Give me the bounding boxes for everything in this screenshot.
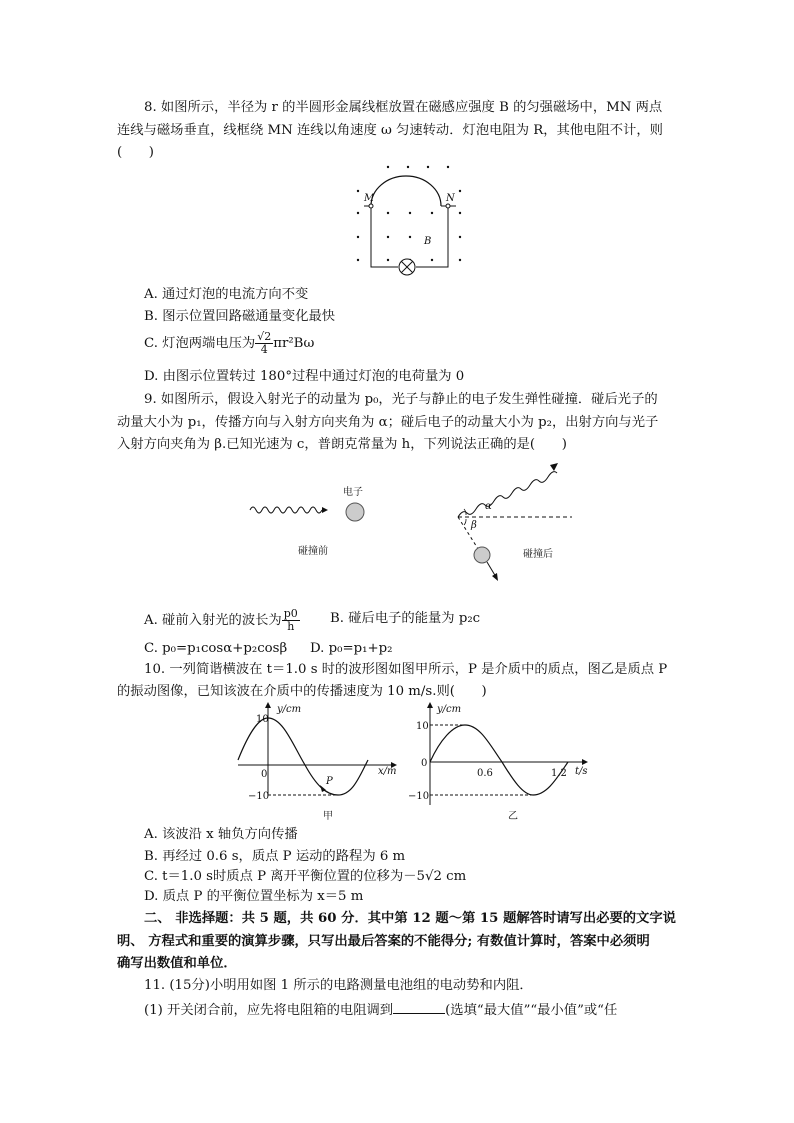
q8-option-d: D. 由图示位置转过 180°过程中通过灯泡的电荷量为 0 bbox=[144, 369, 465, 384]
fig-b-tick-12: 1.2 bbox=[551, 768, 567, 779]
label-alpha: α bbox=[485, 501, 492, 512]
label-beta: β bbox=[471, 520, 477, 531]
q9-option-c: C. p₀=p₁cosα+p₂cosβ bbox=[144, 641, 288, 656]
fig-a-caption: 甲 bbox=[323, 811, 333, 822]
q10-figure-b bbox=[405, 700, 595, 825]
q9-figure bbox=[240, 455, 580, 595]
electron-icon bbox=[346, 503, 364, 521]
q9-line2: 动量大小为 p₁，传播方向与入射方向夹角为 α；碰后电子的动量大小为 p₂，出射方向与光子 bbox=[117, 415, 659, 430]
fig-b-tick-0: 0 bbox=[421, 758, 428, 769]
q9-option-b: B. 碰后电子的能量为 p₂c bbox=[330, 611, 481, 626]
q8-figure bbox=[340, 160, 480, 280]
label-before: 碰撞前 bbox=[298, 546, 328, 557]
q8-line2: 连线与磁场垂直，线框绕 MN 连线以角速度 ω 匀速转动．灯泡电阻为 R，其他电阻不计，则 bbox=[117, 123, 663, 138]
q8-line1: 8. 如图所示，半径为 r 的半圆形金属线框放置在磁感应强度 B 的匀强磁场中，MN 两点 bbox=[144, 100, 663, 115]
section2-line3: 确写出数值和单位． bbox=[117, 956, 237, 971]
q8-option-c: C. 灯泡两端电压为 $\frac{√2}{4}$ πr²Bω bbox=[144, 330, 315, 356]
answer-blank bbox=[393, 1000, 445, 1014]
fig-a-tick-10: 10 bbox=[256, 714, 269, 725]
section2-line2: 明、 方程式和重要的演算步骤，只写出最后答案的不能得分; 有数值计算时，答案中必须明 bbox=[117, 934, 650, 949]
q9-line1: 9. 如图所示，假设入射光子的动量为 p₀，光子与静止的电子发生弹性碰撞．碰后光子的 bbox=[144, 392, 658, 407]
q9-line3: 入射方向夹角为 β.已知光速为 c，普朗克常量为 h，下列说法正确的是( ) bbox=[117, 437, 567, 452]
fig-b-tick-m10: −10 bbox=[408, 791, 430, 802]
q10-option-a: A. 该波沿 x 轴负方向传播 bbox=[144, 827, 298, 842]
q8-line3: ( ) bbox=[117, 145, 154, 160]
fig-a-tick-0: 0 bbox=[261, 769, 268, 780]
q10-option-b: B. 再经过 0.6 s，质点 P 运动的路程为 6 m bbox=[144, 849, 406, 864]
q10-line1: 10. 一列简谐横波在 t＝1.0 s 时的波形图如图甲所示，P 是介质中的质点，图乙是质点 P bbox=[144, 662, 668, 677]
magnetic-field-dots bbox=[357, 166, 461, 261]
label-M: M bbox=[364, 193, 375, 204]
label-after: 碰撞后 bbox=[523, 549, 553, 560]
q10-option-c: C. t＝1.0 s时质点 P 离开平衡位置的位移为－5√2 cm bbox=[144, 869, 467, 884]
fig-a-label-P: P bbox=[326, 776, 333, 787]
label-B: B bbox=[424, 236, 432, 247]
q11-line2: (1) 开关闭合前，应先将电阻箱的电阻调到 (选填“最大值”“最小值”或“任 bbox=[144, 1000, 617, 1020]
fig-b-tick-10: 10 bbox=[416, 721, 429, 732]
q9-option-d: D. p₀=p₁+p₂ bbox=[310, 641, 393, 656]
q9-option-a: A. 碰前入射光的波长为 $\frac{p0}{h}$ bbox=[144, 607, 298, 633]
fig-b-tick-06: 0.6 bbox=[477, 768, 493, 779]
q8-option-b: B. 图示位置回路磁通量变化最快 bbox=[144, 309, 336, 324]
q10-line2: 的振动图像，已知该波在介质中的传播速度为 10 m/s.则( ) bbox=[117, 684, 487, 699]
q8-option-a: A. 通过灯泡的电流方向不变 bbox=[144, 287, 309, 302]
section2-line1: 二、 非选择题：共 5 题，共 60 分．其中第 12 题～第 15 题解答时请写出必要的文字说 bbox=[144, 911, 676, 926]
fig-a-ylabel: y/cm bbox=[277, 704, 302, 715]
q11-line1: 11. (15分)小明用如图 1 所示的电路测量电池组的电动势和内阻． bbox=[144, 978, 533, 993]
fig-b-xlabel: t/s bbox=[575, 766, 588, 777]
fig-b-ylabel: y/cm bbox=[437, 704, 462, 715]
label-N: N bbox=[446, 193, 455, 204]
label-electron: 电子 bbox=[343, 487, 363, 498]
fig-a-xlabel: x/m bbox=[378, 766, 397, 777]
q10-figure-a bbox=[228, 700, 408, 825]
q10-option-d: D. 质点 P 的平衡位置坐标为 x＝5 m bbox=[144, 889, 364, 904]
fig-a-tick-m10: −10 bbox=[248, 791, 270, 802]
fig-b-caption: 乙 bbox=[508, 811, 518, 822]
